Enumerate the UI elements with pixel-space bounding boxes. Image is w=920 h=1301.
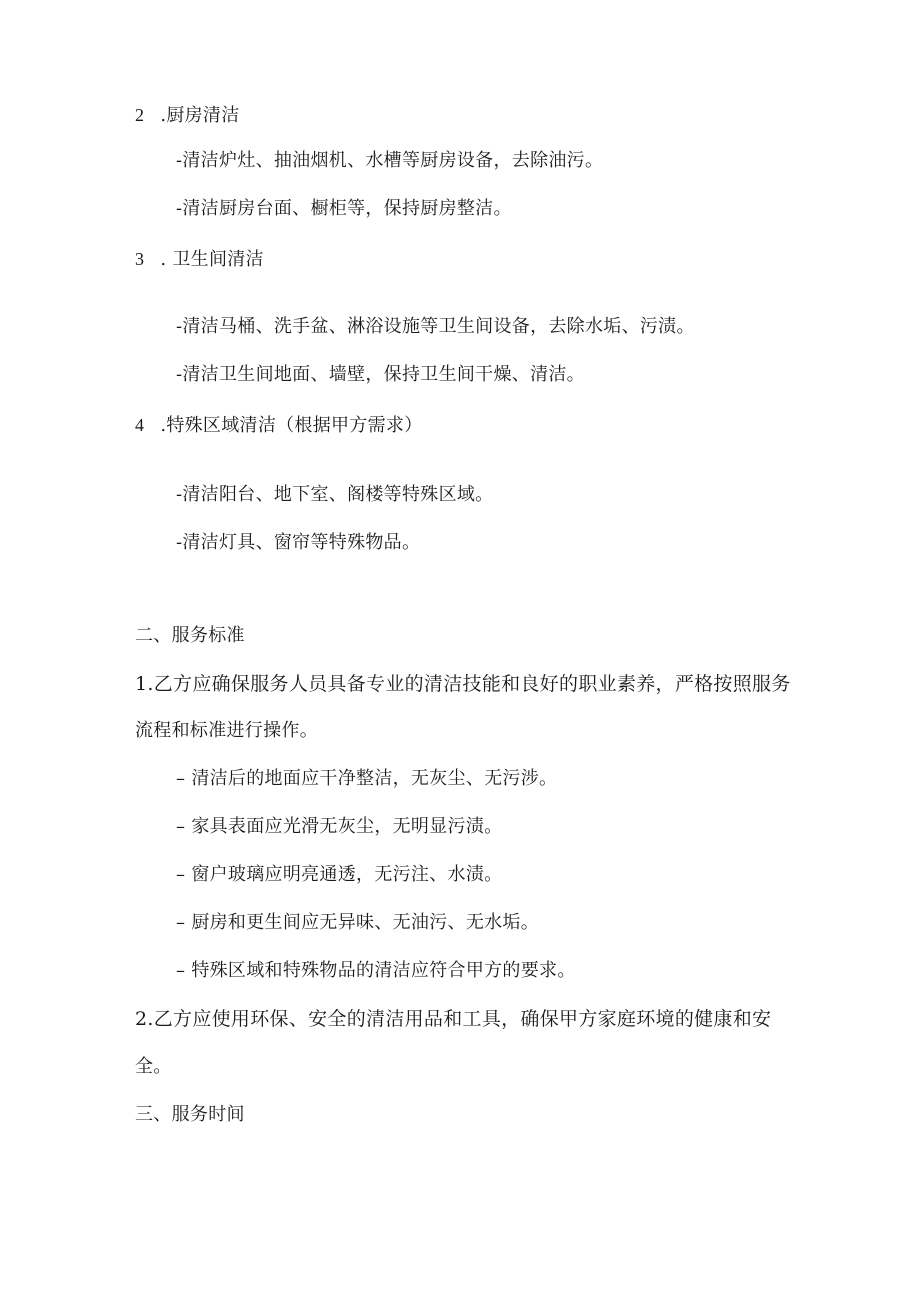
list-item: -清洁厨房台面、橱柜等，保持厨房整洁。 — [176, 198, 512, 219]
list-item: -清洁马桶、洗手盆、淋浴设施等卫生间设备，去除水垢、污渍。 — [176, 316, 695, 337]
section-heading-bathroom — [135, 250, 264, 269]
paragraph-line: 全。 — [135, 1056, 172, 1077]
section-number: 3 — [135, 249, 145, 269]
bullet-item: – 家具表面应光滑无灰尘，无明显污渍。 — [176, 816, 503, 837]
paragraph-line: 2.乙方应使用环保、安全的清洁用品和工具，确保甲方家庭环境的健康和安 — [135, 1008, 772, 1030]
list-item: -清洁炉灶、抽油烟机、水槽等厨房设备，去除油污。 — [176, 150, 604, 171]
section-number: 2 — [135, 105, 145, 125]
list-item: -清洁卫生间地面、墙壁，保持卫生间干燥、清洁。 — [176, 364, 585, 385]
section-title: .厨房清洁 — [160, 105, 240, 126]
chapter-heading-service-time: 三、服务时间 — [135, 1104, 245, 1125]
section-heading-kitchen — [135, 106, 240, 125]
paragraph-line: 1.乙方应确保服务人员具备专业的清洁技能和良好的职业素养，严格按照服务 — [135, 673, 791, 695]
bullet-item: – 厨房和更生间应无异味、无油污、无水垢。 — [176, 912, 540, 933]
bullet-item: – 窗户玻璃应明亮通透，无污注、水渍。 — [176, 864, 503, 885]
paragraph-line: 流程和标准进行操作。 — [135, 720, 318, 741]
bullet-item: – 特殊区域和特殊物品的清洁应符合甲方的要求。 — [176, 960, 576, 981]
section-heading-special — [135, 416, 423, 435]
list-item: -清洁阳台、地下室、阁楼等特殊区域。 — [176, 484, 494, 505]
chapter-heading-service-standard: 二、服务标准 — [135, 625, 245, 646]
section-title: .特殊区域清洁（根据甲方需求） — [160, 415, 423, 436]
section-number: 4 — [135, 415, 145, 435]
list-item: -清洁灯具、窗帘等特殊物品。 — [176, 532, 421, 553]
bullet-item: – 清洁后的地面应干净整洁，无灰尘、无污涉。 — [176, 768, 558, 789]
section-title: . 卫生间清洁 — [160, 249, 264, 270]
